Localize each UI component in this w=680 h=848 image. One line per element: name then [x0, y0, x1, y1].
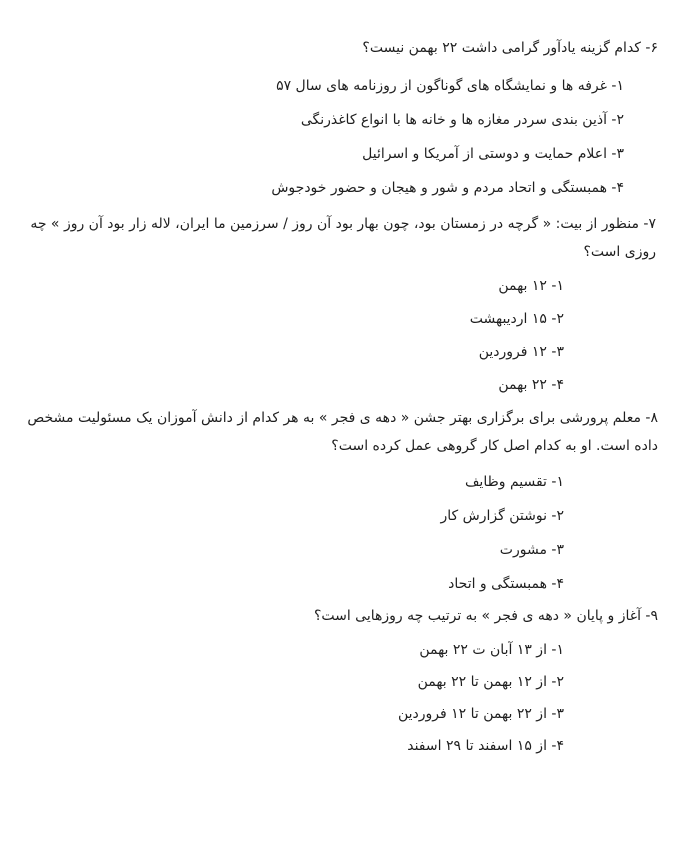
question-6-option-2: ۲- آذین بندی سردر مغازه ها و خانه ها با انواع کاغذرنگی — [300, 112, 624, 128]
question-7-option-2: ۲- ۱۵ اردیبهشت — [469, 311, 564, 327]
question-9-option-2: ۲- از ۱۲ بهمن تا ۲۲ بهمن — [417, 674, 564, 690]
question-8-option-3: ۳- مشورت — [499, 542, 564, 558]
question-7 — [22, 210, 658, 395]
question-7-option-1: ۱- ۱۲ بهمن — [498, 278, 564, 294]
question-9 — [22, 602, 658, 756]
question-6-option-1: ۱- غرفه ها و نمایشگاه های گوناگون از روزنامه های سال ۵۷ — [276, 78, 624, 94]
question-7-text: ۷- منظور از بیت: « گرچه در زمستان بود، چون بهار بود آن روز / سرزمین ما ایران، لاله زار بود آن روز » چه روزی است؟ — [30, 216, 656, 260]
question-9-option-4: ۴- از ۱۵ اسفند تا ۲۹ اسفند — [407, 738, 564, 754]
question-6-option-3: ۳- اعلام حمایت و دوستی از آمریکا و اسرائیل — [362, 146, 624, 162]
question-6 — [22, 34, 658, 198]
question-9-text: ۹- آغاز و پایان « دهه ی فجر » به ترتیب چه روزهایی است؟ — [313, 608, 658, 624]
question-8-text: ۸- معلم پرورشی برای برگزاری بهتر جشن « دهه ی فجر » به هر کدام از دانش آموزان یک مسئولیت مشخص داده است. او به کدام اصل کار گروهی عمل کرده است؟ — [27, 410, 658, 454]
question-6-option-4: ۴- همبستگی و اتحاد مردم و شور و هیجان و حضور خودجوش — [271, 180, 624, 196]
question-8-options — [22, 472, 658, 594]
question-6-options — [22, 76, 658, 198]
question-7-option-4: ۴- ۲۲ بهمن — [498, 377, 564, 393]
question-9-option-3: ۳- از ۲۲ بهمن تا ۱۲ فروردین — [397, 706, 564, 722]
question-9-option-1: ۱- از ۱۳ آبان ت ۲۲ بهمن — [419, 642, 564, 658]
question-7-options — [22, 276, 658, 395]
question-9-options — [22, 640, 658, 756]
question-8-option-1: ۱- تقسیم وظایف — [464, 474, 564, 490]
question-8 — [22, 404, 658, 594]
question-6-text: ۶- کدام گزینه یادآور گرامی داشت ۲۲ بهمن نیست؟ — [362, 40, 658, 56]
question-7-option-3: ۳- ۱۲ فروردین — [478, 344, 564, 360]
question-8-option-2: ۲- نوشتن گزارش کار — [440, 508, 564, 524]
question-8-option-4: ۴- همبستگی و اتحاد — [448, 576, 564, 592]
